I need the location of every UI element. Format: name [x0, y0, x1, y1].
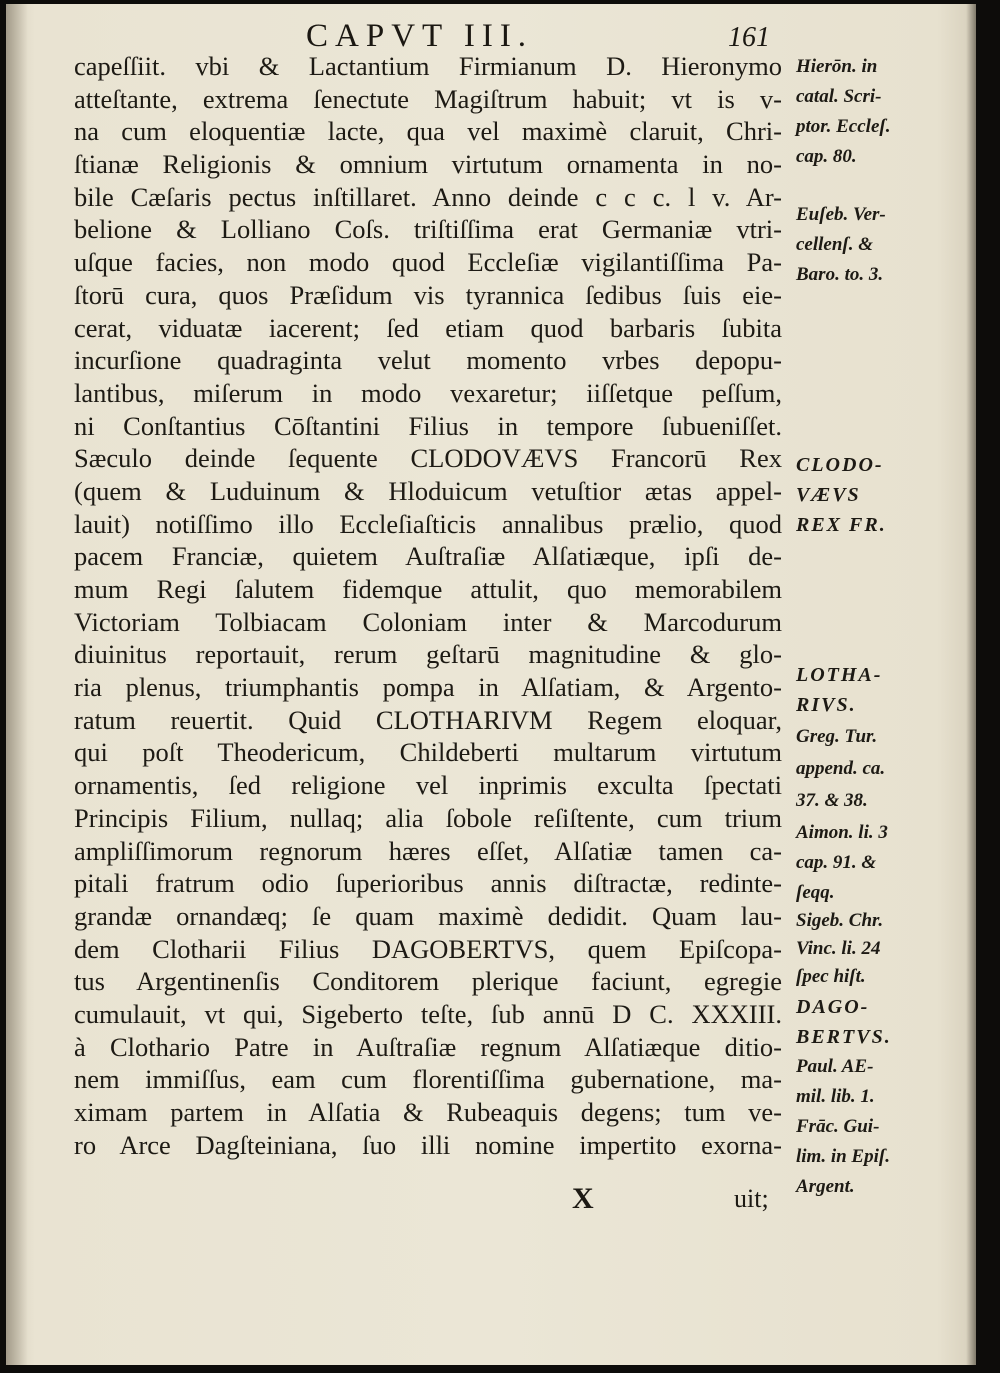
- text-line: pacem Franciæ, quietem Auſtraſiæ Alſatiæque, ipſi de-: [74, 541, 782, 572]
- text-line: mum Regi ſalutem fidemque attulit, quo memorabilem: [74, 574, 782, 604]
- margin-note: DAGO-: [796, 996, 870, 1018]
- running-title: CAPVT III.: [306, 18, 534, 54]
- text-line: ratum reuertit. Quid CLOTHARIVM Regem eloquar,: [74, 704, 782, 735]
- text-line: ria plenus, triumphantis pompa in Alſatiam, & Argento-: [74, 672, 782, 703]
- margin-note: ſpec hiſt.: [796, 966, 866, 987]
- text-line: ſtorū cura, quos Præſidum vis tyrannica ſedibus ſuis eie-: [74, 279, 782, 310]
- margin-note: 37. & 38.: [796, 790, 868, 811]
- text-line: lauit) notiſſimo illo Eccleſiaſticis annalibus prælio, quod: [74, 508, 782, 539]
- text-line: diuinitus reportauit, rerum geſtarū magnitudine & glo-: [74, 639, 782, 670]
- margin-note: Argent.: [796, 1176, 855, 1197]
- margin-note: lim. in Epiſ.: [796, 1146, 890, 1167]
- margin-note: ptor. Eccleſ.: [796, 116, 891, 137]
- text-line: nem immiſſus, eam cum florentiſſima gubernatione, ma-: [74, 1064, 782, 1095]
- text-line: Sæculo deinde ſequente CLODOVÆVS Francorū Rex: [74, 443, 782, 474]
- text-line: grandæ ornandæq; ſe quam maximè dedidit. Quam lau-: [74, 900, 782, 931]
- margin-note: REX FR.: [796, 514, 887, 536]
- margin-note: cap. 80.: [796, 146, 857, 167]
- text-line: ximam partem in Alſatia & Rubeaquis degens; tum ve-: [74, 1097, 782, 1127]
- margin-note: Baro. to. 3.: [796, 264, 884, 285]
- text-line: à Clothario Patre in Auſtraſiæ regnum Alſatiæque ditio-: [74, 1031, 782, 1062]
- margin-note: Frāc. Gui-: [796, 1116, 880, 1137]
- text-line: (quem & Luduinum & Hloduicum vetuſtior ætas appel-: [74, 475, 782, 506]
- text-line: dem Clotharii Filius DAGOBERTVS, quem Epiſcopa-: [74, 933, 782, 964]
- text-line: cerat, viduatæ iacerent; ſed etiam quod barbaris ſubita: [74, 312, 782, 343]
- text-line: lantibus, miſerum in modo vexaretur; iiſſetque peſſum,: [74, 377, 782, 408]
- text-line: Principis Filium, nullaq; alia ſobole reſiſtente, cum trium: [74, 802, 782, 833]
- margin-note: catal. Scri-: [796, 86, 882, 107]
- book-page: [6, 4, 976, 1365]
- page-number: 161: [728, 22, 770, 53]
- margin-note: Euſeb. Ver-: [796, 204, 886, 225]
- margin-note: VÆVS: [796, 484, 861, 506]
- margin-note: Aimon. li. 3: [796, 822, 888, 843]
- margin-note: Greg. Tur.: [796, 726, 878, 747]
- margin-note: Vinc. li. 24: [796, 938, 881, 959]
- signature-mark: X: [572, 1182, 594, 1215]
- margin-note: append. ca.: [796, 758, 886, 779]
- text-line: Victoriam Tolbiacam Coloniam inter & Marcodurum: [74, 606, 782, 637]
- margin-note: Paul. AE-: [796, 1056, 874, 1077]
- text-line: cumulauit, vt qui, Sigeberto teſte, ſub annū D C. XXXIII.: [74, 998, 782, 1029]
- text-line: tus Argentinenſis Conditorem plerique faciunt, egregie: [74, 966, 782, 997]
- text-line: qui poſt Theodericum, Childeberti multarum virtutum: [74, 737, 782, 768]
- text-line: uſque facies, non modo quod Eccleſiæ vigilantiſſima Pa-: [74, 247, 782, 278]
- text-line: pitali fratrum odio ſuperioribus annis diſtractæ, redinte-: [74, 868, 782, 899]
- text-line: capeſſiit. vbi & Lactantium Firmianum D. Hieronymo: [74, 51, 782, 81]
- margin-note: Sigeb. Chr.: [796, 910, 884, 931]
- text-line: ni Conſtantius Cōſtantini Filius in tempore ſubueniſſet.: [74, 410, 782, 441]
- margin-note: cellenſ. &: [796, 234, 874, 255]
- margin-note: LOTHA-: [796, 664, 883, 686]
- text-line: atteſtante, extrema ſenectute Magiſtrum habuit; vt is v-: [74, 83, 782, 114]
- margin-note: Hierōn. in: [796, 56, 878, 77]
- margin-note: mil. lib. 1.: [796, 1086, 875, 1107]
- text-line: bile Cæſaris pectus inſtillaret. Anno deinde c c c. l v. Ar-: [74, 181, 782, 212]
- page-edge-shadow: [966, 4, 976, 1365]
- margin-note: BERTVS.: [796, 1026, 892, 1048]
- text-line: ornamentis, ſed religione vel inprimis exculta ſpectati: [74, 770, 782, 801]
- margin-note: cap. 91. &: [796, 852, 877, 873]
- margin-note: CLODO-: [796, 454, 884, 476]
- margin-note: RIVS.: [796, 694, 857, 716]
- margin-note: ſeqq.: [796, 882, 835, 903]
- text-line: na cum eloquentiæ lacte, qua vel maximè claruit, Chri-: [74, 116, 782, 147]
- text-line: incurſione quadraginta velut momento vrbes depopu-: [74, 345, 782, 376]
- text-line: belione & Lolliano Coſs. triſtiſſima erat Germaniæ vtri-: [74, 214, 782, 245]
- text-line: ro Arce Dagſteiniana, ſuo illi nomine impertito exorna-: [74, 1129, 782, 1160]
- catchword: uit;: [734, 1184, 769, 1213]
- main-text-block: [74, 50, 782, 1161]
- text-line: ampliſſimorum regnorum hæres eſſet, Alſatiæ tamen ca-: [74, 835, 782, 866]
- gutter-shadow: [6, 4, 28, 1365]
- text-line: ſtianæ Religionis & omnium virtutum ornamenta in no-: [74, 149, 782, 180]
